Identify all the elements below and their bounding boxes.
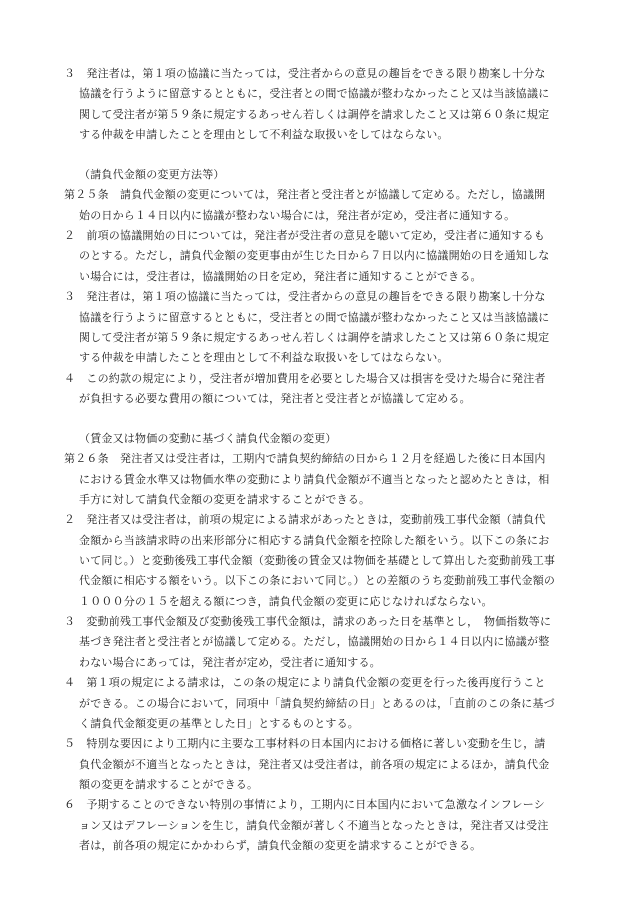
item3-line-1: ３ 発注者は，第１項の協議に当たっては，受注者からの意見の趣旨をできる限り勘案し十分な [64,67,546,80]
article26-p2-line-3: いて同じ。）と変動後残工事代金額（変動後の賃金又は物価を基礎として算出した変動前残工事 [79,554,556,567]
article26-p4-line-2: ができる。この場合において，同項中「請負契約締結の日」とあるのは，「直前のこの条に基づ [79,696,555,710]
article25-p4-line-2: が負担する必要な費用の額については，発注者と受注者とが協議して定める。 [79,391,471,405]
article26-p3-line-3: わない場合にあっては，発注者が定め，受注者に通知する。 [79,655,381,669]
article25-p2-line-2: のとする。ただし，請負代金額の変更事由が生じた日から７日以内に協議開始の日を通知しな [79,249,550,263]
article25-p3-line-2: 協議を行うように留意するとともに，受注者との間で協議が整わなかったこと又は当該協議に [79,310,550,324]
article26-p6-line-3: 者は，前各項の規定にかかわらず，請負代金額の変更を請求することができる。 [79,839,482,852]
article25-p3-line-1: ３ 発注者は，第１項の協議に当たっては，受注者からの意見の趣旨をできる限り勘案し十分な [64,290,546,304]
article25-p2-line-3: い場合には，受注者は，協議開始の日を定め，発注者に通知することができる。 [79,269,482,283]
article26-p2-line-4: 代金額に相応する額をいう。以下この条において同じ。）との差額のうち変動前残工事代金額の [79,574,556,588]
article26-p2-line-2: 金額から当該請求時の出来形部分に相応する請負代金額を控除した額をいう。以下この条にお [79,533,550,547]
article26-p1-line-3: 手方に対して請負代金額の変更を請求することができる。 [79,492,371,506]
article26-heading: （賃金又は物価の変動に基づく請負代金額の変更） [79,431,337,445]
item3-line-4: する仲裁を申請したことを理由として不利益な取扱いをしてはならない。 [79,128,449,142]
article25-heading: （請負代金額の変更方法等） [79,168,225,181]
article26-p1-line-2: における賃金水準又は物価水準の変動により請負代金額が不適当となったと認めたときは，相 [79,472,550,486]
article25-p3-line-3: 関して受注者が第５９条に規定するあっせん若しくは調停を請求したこと又は第６０条に規定 [79,330,550,344]
article26-p6-line-1: ６ 予期することのできない特別の事情により，工期内に日本国内において急激なインフレーシ [64,798,545,812]
item3-line-3: 関して受注者が第５９条に規定するあっせん若しくは調停を請求したこと又は第６０条に規定 [79,107,550,121]
article26-p3-line-1: ３ 変動前残工事代金額及び変動後残工事代金額は，請求のあった日を基準とし， 物価指数等に [64,615,552,628]
article26-p4-line-1: ４ 第１項の規定による請求は，この条の規定により請負代金額の変更を行った後再度行うこと [64,676,546,690]
article26-p5-line-3: 額の変更を請求することができる。 [79,777,259,791]
article25-p2-line-1: ２ 前項の協議開始の日については，発注者が受注者の意見を聴いて定め，受注者に通知するも [64,229,545,242]
article26-p5-line-1: ５ 特別な要因により工期内に主要な工事材料の日本国内における価格に著しい変動を生じ，請 [64,737,546,751]
article25-p3-line-4: する仲裁を申請したことを理由として不利益な取扱いをしてはならない。 [79,351,449,365]
article25-p4-line-1: ４ この約款の規定により，受注者が増加費用を必要とした場合又は損害を受けた場合に発注者 [64,371,546,385]
article26-p4-line-3: く請負代金額変更の基準とした日」とするものとする。 [79,716,359,730]
article25-p1-line-1: 第２５条 請負代金額の変更については，発注者と受注者とが協議して定める。ただし，協議開 [64,188,546,202]
article26-p5-line-2: 負代金額が不適当となったときは，発注者又は受注者は，前各項の規定によるほか，請負代金 [79,757,550,771]
article26-p6-line-2: ョン又はデフレーションを生じ，請負代金額が著しく不適当となったときは，発注者又は受注 [79,818,549,832]
article26-p2-line-5: １０００分の１５を超える額につき，請負代金額の変更に応じなければならない。 [79,594,493,608]
article26-p2-line-1: ２ 発注者又は受注者は，前項の規定による請求があったときは，変動前残工事代金額（請負代 [64,513,546,527]
article25-p1-line-2: 始の日から１４日以内に協議が整わない場合には，発注者が定め，受注者に通知する。 [79,208,516,222]
article26-p1-line-1: 第２６条 発注者又は受注者は，工期内で請負契約締結の日から１２月を経過した後に日本国内 [64,452,546,466]
article26-p3-line-2: 基づき発注者と受注者とが協議して定める。ただし，協議開始の日から１４日以内に協議が整 [79,635,550,649]
item3-line-2: 協議を行うように留意するとともに，受注者との間で協議が整わなかったこと又は当該協議に [79,87,550,101]
